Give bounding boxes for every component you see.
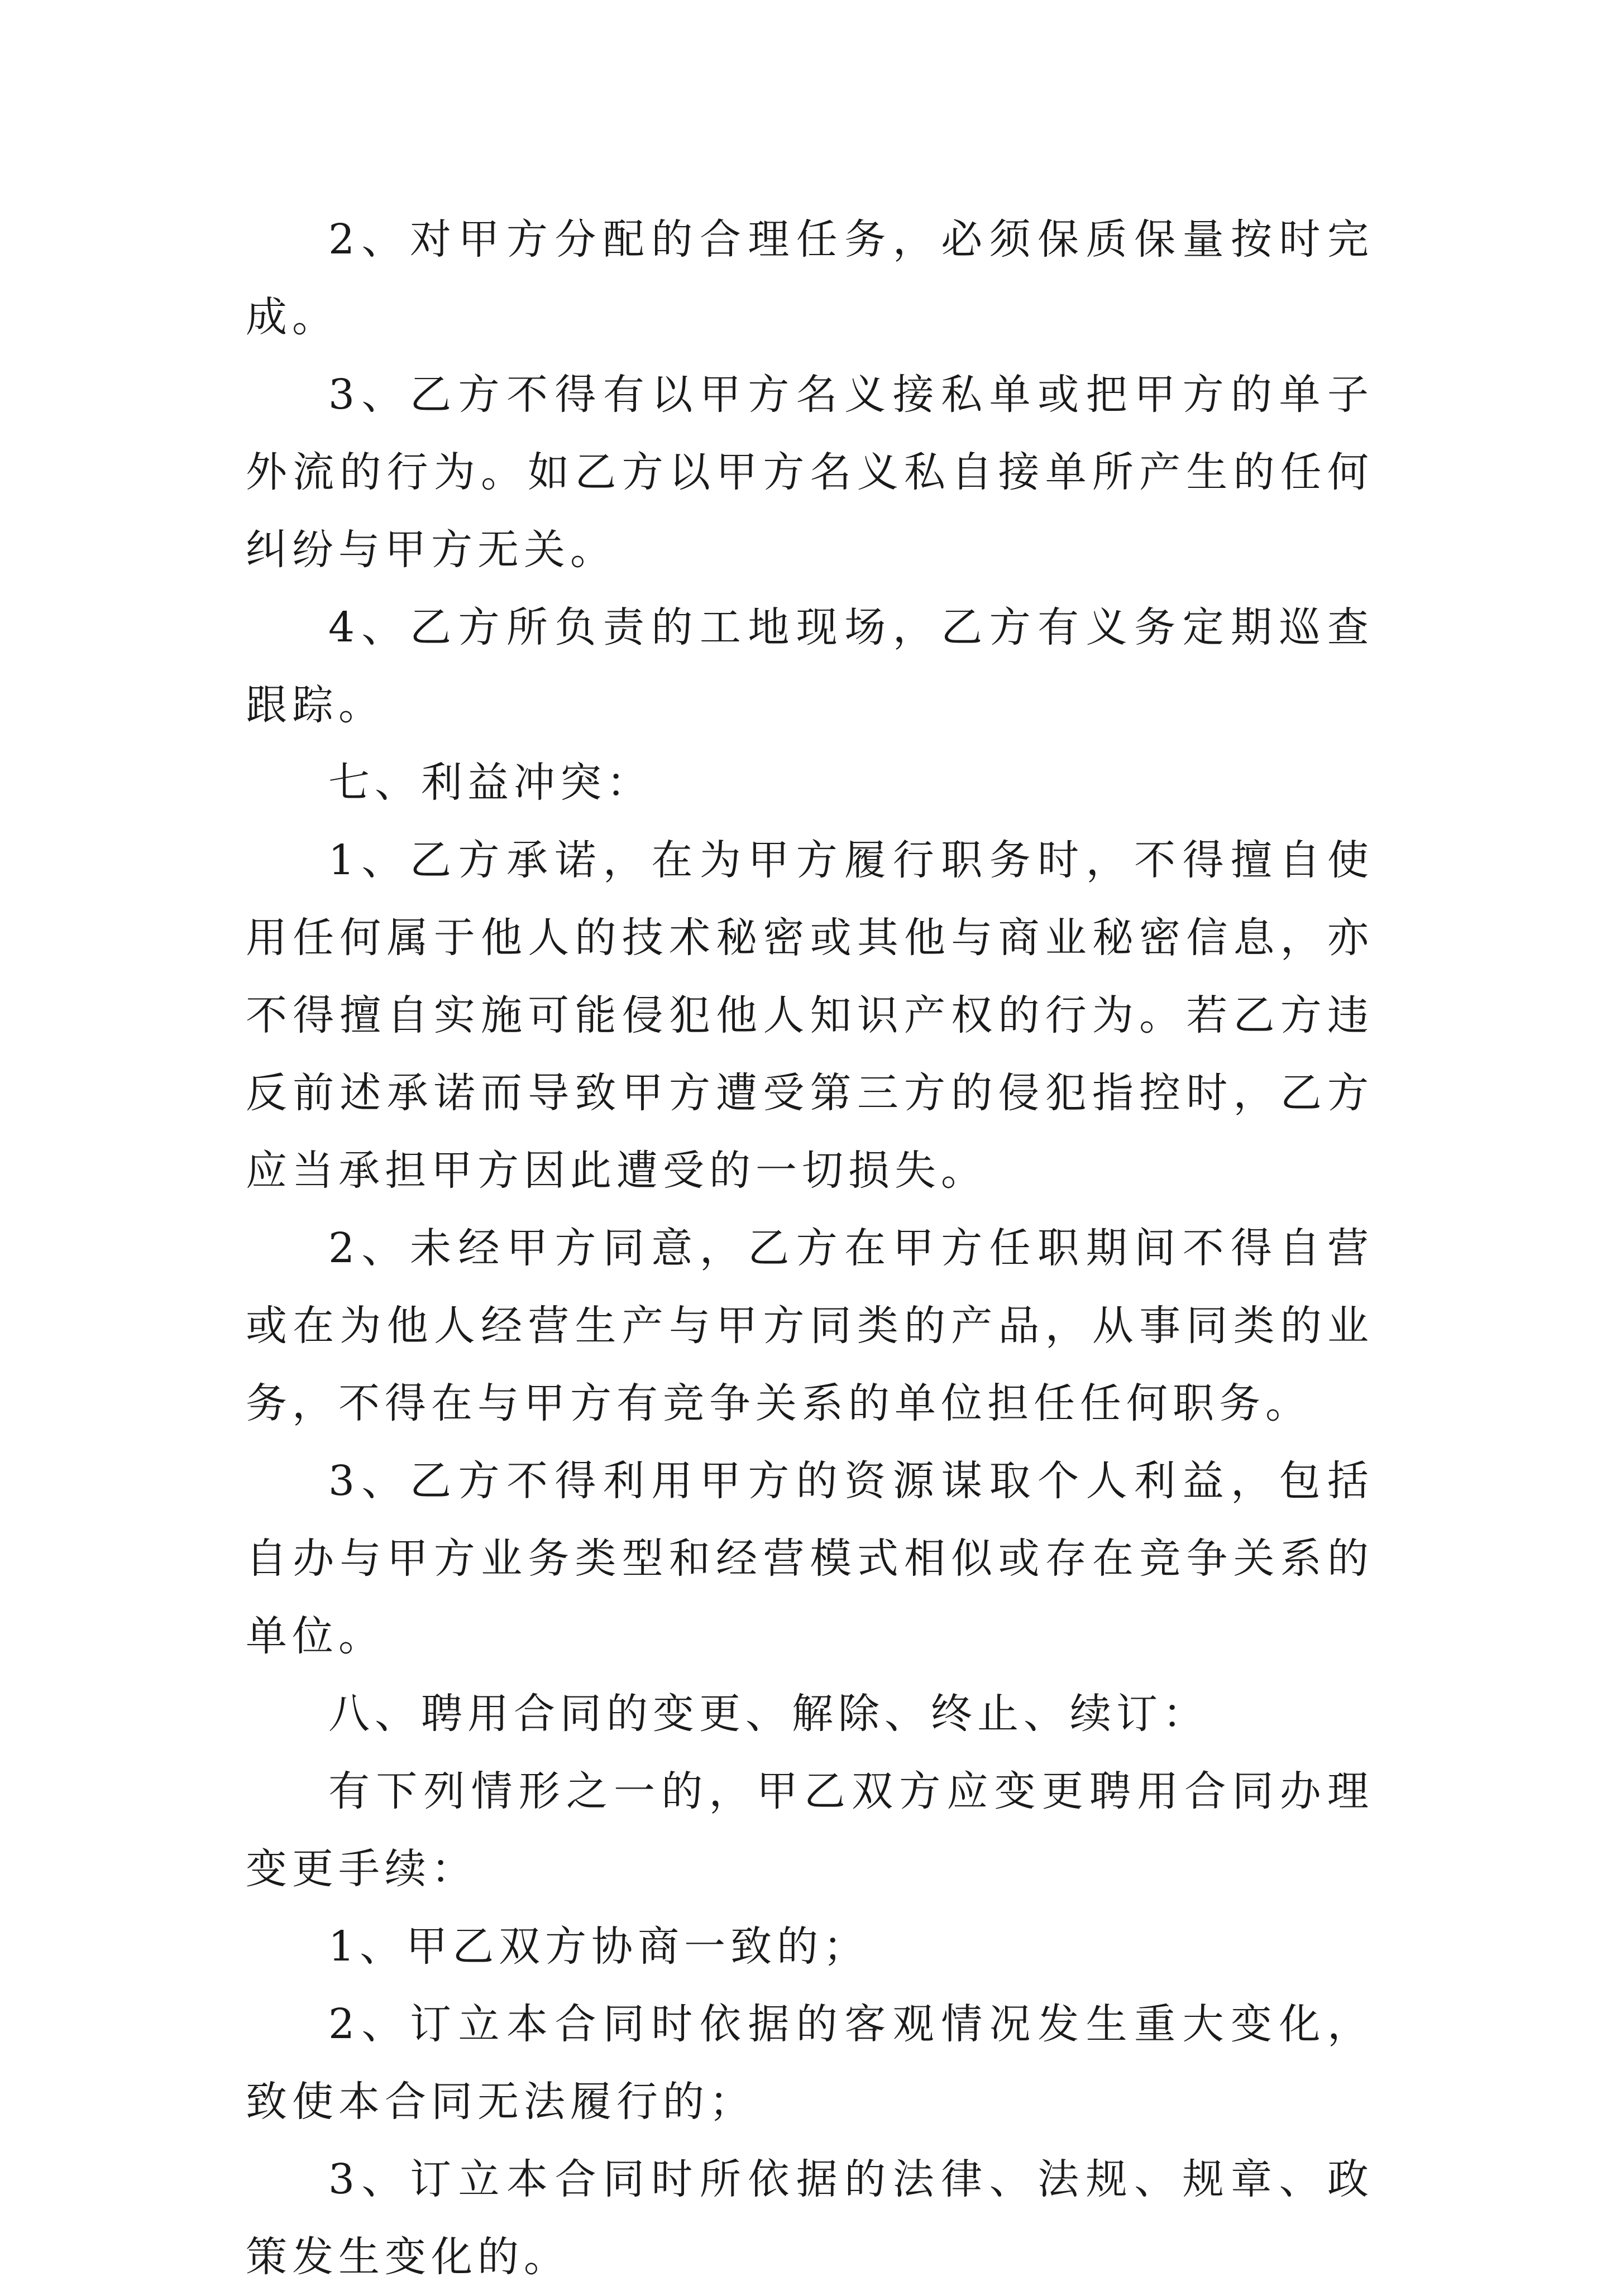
document-body [246, 201, 1374, 2296]
paragraph-2-objective-change: 2、订立本合同时依据的客观情况发生重大变化，致使本合同无法履行的； [246, 2000, 1374, 2126]
paragraph-change-conditions: 有下列情形之一的，甲乙双方应变更聘用合同办理变更手续： [246, 1767, 1374, 1893]
paragraph-3-legal-change: 3、订立本合同时所依据的法律、法规、规章、政策发生变化的。 [246, 2155, 1374, 2281]
section-heading-conflict-of-interest: 七、利益冲突： [328, 759, 653, 807]
paragraph-1-mutual-agreement: 1、甲乙双方协商一致的； [328, 1923, 870, 1971]
paragraph-2-task-completion: 2、对甲方分配的合理任务，必须保质保量按时完成。 [246, 215, 1374, 341]
paragraph-1-trade-secrets: 1、乙方承诺，在为甲方履行职务时，不得擅自使用任何属于他人的技术秘密或其他与商业秘密信息，亦不得擅自实施可能侵犯他人知识产权的行为。若乙方违反前述承诺而导致甲方遭受第三方的侵犯指控时，乙方应当承担甲方因此遭受的一切损失。 [246, 836, 1374, 1195]
paragraph-3-personal-interest: 3、乙方不得利用甲方的资源谋取个人利益，包括自办与甲方业务类型和经营模式相似或存在竞争关系的单位。 [246, 1457, 1374, 1660]
paragraph-4-site-inspection: 4、乙方所负责的工地现场，乙方有义务定期巡查跟踪。 [246, 603, 1374, 729]
paragraph-2-non-compete: 2、未经甲方同意，乙方在甲方任职期间不得自营或在为他人经营生产与甲方同类的产品，从事同类的业务，不得在与甲方有竞争关系的单位担任任何职务。 [246, 1224, 1374, 1427]
paragraph-3-private-orders: 3、乙方不得有以甲方名义接私单或把甲方的单子外流的行为。如乙方以甲方名义私自接单所产生的任何纠纷与甲方无关。 [246, 371, 1374, 574]
section-heading-contract-changes: 八、聘用合同的变更、解除、终止、续订： [328, 1690, 1209, 1738]
